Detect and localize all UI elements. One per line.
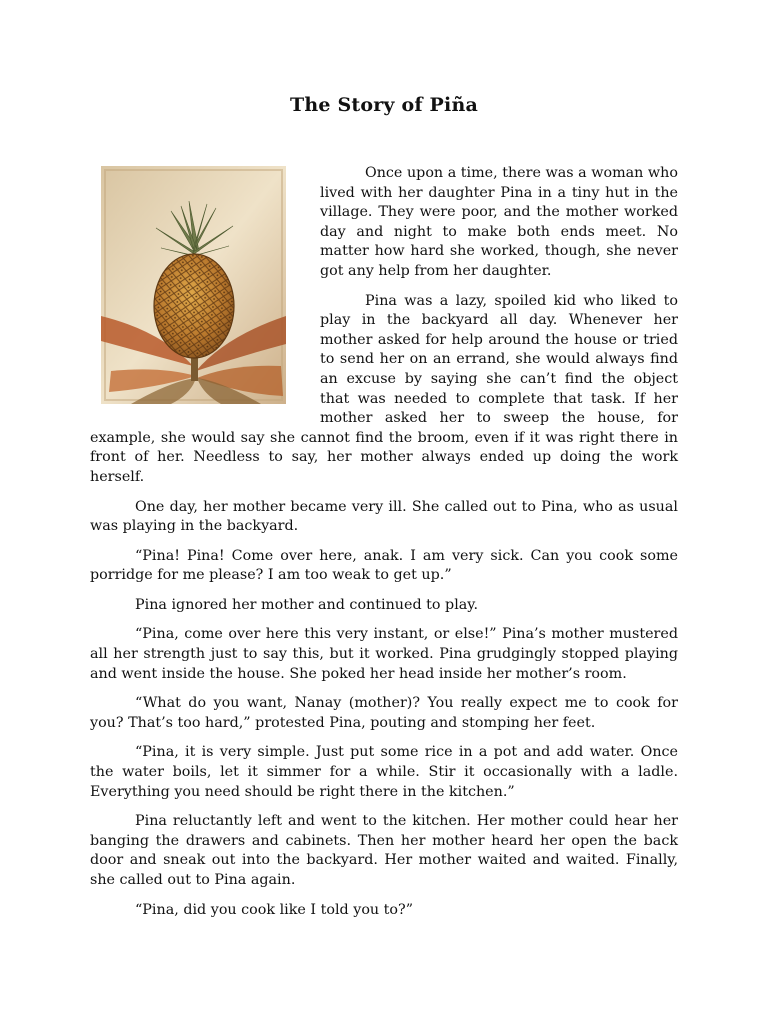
- paragraph: “Pina, come over here this very instant, or else!” Pina’s mother mustered all her strength just to say this, but it worked. Pina grudgingly stopped playing and went inside the house. She poked her head inside her mother’s room.: [90, 626, 678, 682]
- paragraph: “Pina, did you cook like I told you to?”: [135, 901, 414, 918]
- paragraph: Once upon a time, there was a woman who lived with her daughter Pina in a tiny hut in the village. They were poor, and the mother worked day and night to make both ends meet. No matter how hard she worked, though, she never got any help from her daughter.: [320, 165, 678, 279]
- paragraph: Pina ignored her mother and continued to play.: [135, 596, 479, 613]
- paragraph: “Pina, it is very simple. Just put some rice in a pot and add water. Once the water boils, let it simmer for a while. Stir it occasionally with a ladle. Everything you need should be right there in the kitchen.”: [90, 744, 678, 800]
- paragraph: Pina was a lazy, spoiled kid who liked to play in the backyard all day. Whenever her mother asked for help around the house or tried to send her on an errand, she would always find an excuse by saying she can’t find the object that was needed to complete that task. If her mother asked her to sweep the house, for example, she would say she cannot find the broom, even if it was right there in front of her. Needless to say, her mother always ended up doing the work herself.: [90, 292, 678, 485]
- paragraph: “What do you want, Nanay (mother)? You really expect me to cook for you? That’s too hard,” protested Pina, pouting and stomping her feet.: [90, 695, 678, 731]
- pineapple-painting: [101, 166, 286, 404]
- paragraph: “Pina! Pina! Come over here, anak. I am very sick. Can you cook some porridge for me please? I am too weak to get up.”: [90, 547, 678, 584]
- paragraph: Pina reluctantly left and went to the kitchen. Her mother could hear her banging the drawers and cabinets. Then her mother heard her open the back door and sneak out into the backyard. Her mother waited and waited. Finally, she called out to Pina again.: [90, 813, 678, 888]
- paragraph: One day, her mother became very ill. She called out to Pina, who as usual was playing in the backyard.: [90, 498, 678, 535]
- story-title: The Story of Piña: [290, 94, 478, 116]
- story-body: [90, 164, 678, 930]
